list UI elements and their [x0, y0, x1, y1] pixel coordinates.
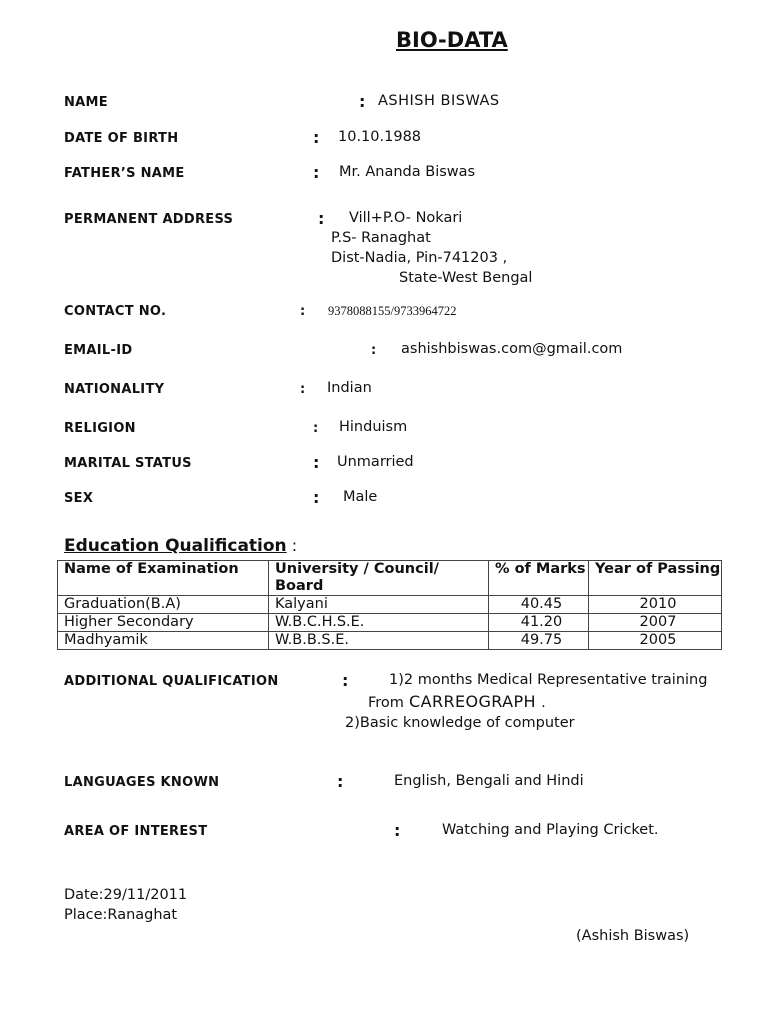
address-label: PERMANENT ADDRESS	[64, 212, 234, 227]
sex-value: Male	[343, 489, 378, 505]
marital-label: MARITAL STATUS	[64, 456, 192, 471]
marks-cell: 40.45	[489, 596, 589, 614]
year-cell: 2005	[589, 632, 722, 650]
page-title: BIO-DATA	[396, 28, 508, 52]
column-header-year: Year of Passing	[589, 561, 722, 596]
education-table-header-row	[58, 561, 722, 596]
table-row	[58, 632, 722, 650]
email-value: ashishbiswas.com@gmail.com	[401, 341, 623, 357]
university-cell: W.B.C.H.S.E.	[269, 614, 489, 632]
additional-line-3: 2)Basic knowledge of computer	[345, 715, 575, 731]
examination-cell: Higher Secondary	[58, 614, 269, 632]
additional-line-2	[368, 692, 546, 711]
table-row	[58, 614, 722, 632]
name-colon: :	[359, 92, 366, 111]
contact-colon: :	[300, 304, 306, 319]
nationality-value: Indian	[327, 380, 372, 396]
address-line-1: Vill+P.O- Nokari	[349, 210, 463, 226]
additional-period: .	[541, 695, 546, 711]
languages-value: English, Bengali and Hindi	[394, 773, 584, 789]
year-cell: 2010	[589, 596, 722, 614]
dob-colon: :	[313, 128, 320, 147]
contact-label: CONTACT NO.	[64, 304, 167, 319]
additional-line-1: 1)2 months Medical Representative training	[389, 672, 708, 688]
university-cell: Kalyani	[269, 596, 489, 614]
name-value: ASHISH BISWAS	[378, 93, 500, 109]
footer-place: Place:Ranaghat	[64, 907, 178, 923]
education-heading-colon: :	[291, 536, 298, 555]
email-label: EMAIL-ID	[64, 343, 133, 358]
address-line-3: Dist-Nadia, Pin-741203 ,	[331, 250, 508, 266]
university-cell: W.B.B.S.E.	[269, 632, 489, 650]
education-heading	[64, 536, 297, 556]
religion-value: Hinduism	[339, 419, 408, 435]
marks-cell: 49.75	[489, 632, 589, 650]
additional-label: ADDITIONAL QUALIFICATION	[64, 674, 279, 689]
nationality-label: NATIONALITY	[64, 382, 165, 397]
religion-label: RELIGION	[64, 421, 136, 436]
interest-colon: :	[394, 821, 401, 840]
marital-colon: :	[313, 453, 320, 472]
nationality-colon: :	[300, 382, 306, 397]
education-heading-text: Education Qualification	[64, 536, 287, 556]
address-line-2: P.S- Ranaghat	[331, 230, 431, 246]
email-colon: :	[371, 343, 377, 358]
marks-cell: 41.20	[489, 614, 589, 632]
languages-colon: :	[337, 772, 344, 791]
education-table	[57, 560, 722, 650]
footer-date: Date:29/11/2011	[64, 887, 188, 903]
examination-cell: Graduation(B.A)	[58, 596, 269, 614]
additional-from-text: From	[368, 695, 404, 711]
interest-value: Watching and Playing Cricket.	[442, 822, 659, 838]
languages-label: LANGUAGES KNOWN	[64, 775, 220, 790]
dob-value: 10.10.1988	[338, 129, 422, 145]
contact-value: 9378088155/9733964722	[328, 304, 457, 318]
signature: (Ashish Biswas)	[576, 928, 690, 944]
additional-colon: :	[342, 671, 349, 690]
interest-label: AREA OF INTEREST	[64, 824, 208, 839]
column-header-examination: Name of Examination	[58, 561, 269, 596]
address-line-4: State-West Bengal	[399, 270, 533, 286]
father-colon: :	[313, 163, 320, 182]
father-label: FATHER’S NAME	[64, 166, 185, 181]
sex-label: SEX	[64, 491, 94, 506]
dob-label: DATE OF BIRTH	[64, 131, 179, 146]
column-header-marks: % of Marks	[489, 561, 589, 596]
address-colon: :	[318, 209, 325, 228]
year-cell: 2007	[589, 614, 722, 632]
column-header-university: University / Council/ Board	[269, 561, 489, 596]
examination-cell: Madhyamik	[58, 632, 269, 650]
father-value: Mr. Ananda Biswas	[339, 164, 476, 180]
table-row	[58, 596, 722, 614]
sex-colon: :	[313, 488, 320, 507]
name-label: NAME	[64, 95, 108, 110]
religion-colon: :	[313, 421, 319, 436]
carreograph-brand: CARREOGRAPH	[409, 692, 536, 711]
marital-value: Unmarried	[337, 454, 414, 470]
